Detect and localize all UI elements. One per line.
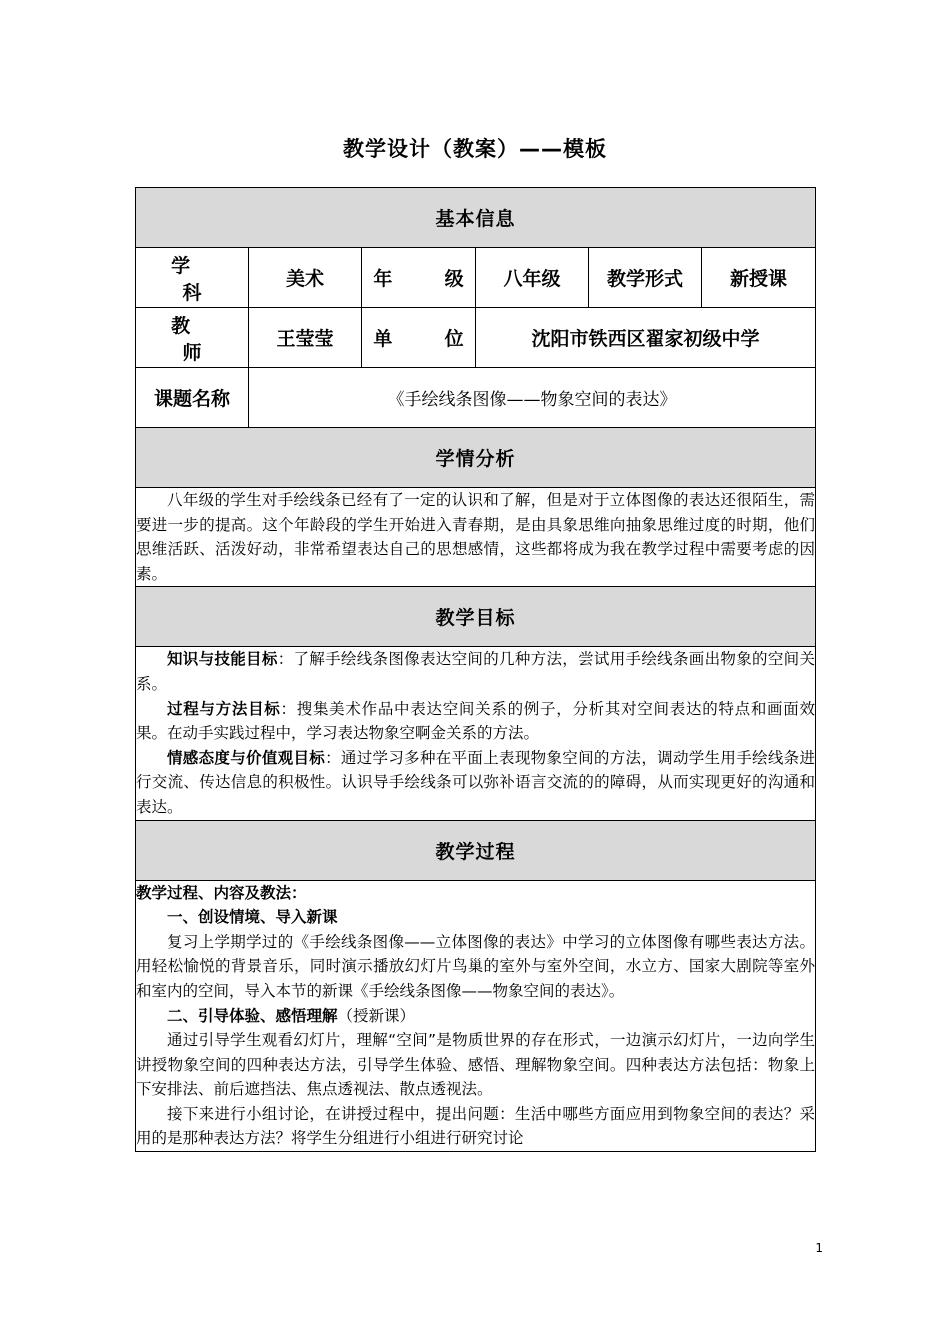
- page-number: 1: [815, 1241, 823, 1255]
- unit-label: 单 位: [362, 308, 476, 368]
- basic-info-heading: 基本信息: [136, 188, 816, 248]
- process-step2-text2: 接下来进行小组讨论，在讲授过程中，提出问题：生活中哪些方面应用到物象空间的表达？采用的是那种表达方法？将学生分组进行小组进行研究讨论: [136, 1104, 816, 1148]
- teaching-process-body: [136, 880, 816, 1152]
- goal-knowledge: 知识与技能目标：了解手绘线条图像表达空间的几种方法，尝试用手绘线条画出物象的空间关系。: [136, 650, 815, 693]
- process-step1-text: 复习上学期学过的《手绘线条图像——立体图像的表达》中学习的立体图像有哪些表达方法。用轻松愉悦的背景音乐，同时演示播放幻灯片鸟巢的室外与室外空间，水立方、国家大剧院等室外和室内的空间，导入本节的新课《手绘线条图像——物象空间的表达》。: [136, 932, 816, 1000]
- student-analysis-heading: 学情分析: [136, 428, 816, 488]
- page-title: 教学设计（教案）——模板: [343, 137, 607, 161]
- subject-value: 美术: [249, 248, 362, 308]
- process-step2-heading: 二、引导体验、感悟理解（授新课）: [167, 1006, 416, 1025]
- process-step2-text: 通过引导学生观看幻灯片，理解“空间”是物质世界的存在形式，一边演示幻灯片，一边向学生讲授物象空间的四种表达方法，引导学生体验、感悟、理解物象空间。四种表达方法包括：物象上下安排法、前后遮挡法、焦点透视法、散点透视法。: [136, 1031, 816, 1099]
- teaching-form-label: 教学形式: [589, 248, 702, 308]
- goal-process: 过程与方法目标：搜集美术作品中表达空间关系的例子，分析其对空间表达的特点和画面效果。在动手实践过程中，学习表达物象空啊金关系的方法。: [136, 699, 815, 743]
- teaching-goals-body: [136, 647, 816, 820]
- teaching-goals-heading: 教学目标: [136, 587, 816, 647]
- lesson-plan-table: [135, 187, 816, 1152]
- topic-label: 课题名称: [136, 368, 249, 428]
- student-analysis-body: [136, 488, 816, 587]
- teaching-form-value: 新授课: [702, 248, 816, 308]
- unit-value: 沈阳市铁西区翟家初级中学: [476, 308, 816, 368]
- grade-value: 八年级: [476, 248, 589, 308]
- teacher-value: 王莹莹: [249, 308, 362, 368]
- teacher-label: 教 师: [136, 308, 249, 368]
- grade-label: 年 级: [362, 248, 476, 308]
- student-analysis-text: 八年级的学生对手绘线条已经有了一定的认识和了解，但是对于立体图像的表达还很陌生，需要进一步的提高。这个年龄段的学生开始进入青春期，是由具象思维向抽象思维过度的时期，他们思维活跃、活泼好动，非常希望表达自己的思想感情，这些都将成为我在教学过程中需要考虑的因素。: [136, 491, 816, 583]
- goal-emotion: 情感态度与价值观目标：通过学习多种在平面上表现物象空间的方法，调动学生用手绘线条进行交流、传达信息的积极性。认识导手绘线条可以弥补语言交流的的障碍，从而实现更好的沟通和表达。: [136, 748, 816, 816]
- topic-value: 《手绘线条图像——物象空间的表达》: [249, 368, 816, 428]
- process-step1-title: 一、创设情境、导入新课: [167, 908, 338, 927]
- subject-label: 学 科: [136, 248, 249, 308]
- teaching-process-heading: 教学过程: [136, 820, 816, 880]
- process-intro: 教学过程、内容及教法：: [136, 883, 307, 902]
